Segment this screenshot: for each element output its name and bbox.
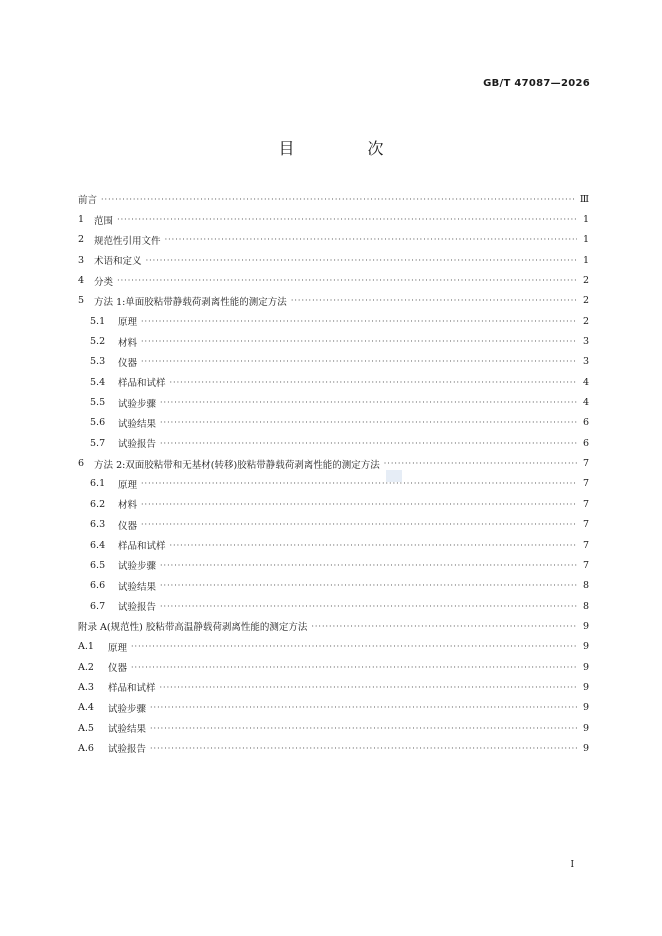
toc-dot-leader [146, 256, 577, 265]
toc-dot-leader [141, 520, 577, 529]
toc-dot-leader [131, 642, 577, 651]
toc-entry[interactable] [78, 291, 589, 311]
toc-entry-page: 7 [582, 498, 589, 510]
toc-entry-number: 6.1 [90, 478, 106, 490]
toc-entry-label: 试验步骤 [108, 703, 147, 715]
toc-dot-leader [311, 622, 577, 631]
toc-entry-number: A.6 [78, 742, 94, 754]
toc-dot-leader [141, 317, 577, 326]
toc-entry-number: A.5 [78, 722, 94, 734]
toc-entry[interactable] [78, 372, 589, 392]
toc-entry-page: 9 [582, 722, 589, 734]
toc-entry-label: 样品和试样 [118, 541, 166, 553]
toc-entry-label: 原理 [118, 317, 138, 329]
toc-entry-number: 2 [78, 234, 85, 246]
toc-entry[interactable] [78, 555, 589, 575]
toc-entry[interactable] [78, 677, 589, 697]
toc-entry-page: 1 [582, 234, 589, 246]
toc-entry-page: 4 [582, 376, 589, 388]
toc-entry[interactable] [78, 433, 589, 453]
toc-entry-label: 原理 [108, 642, 128, 654]
toc-dot-leader [165, 235, 577, 244]
toc-entry-number: 6.6 [90, 580, 106, 592]
toc-entry[interactable] [78, 270, 589, 290]
toc-dot-leader [117, 276, 577, 285]
toc-entry-page: Ⅲ [579, 193, 589, 205]
toc-entry-label: 仪器 [108, 663, 128, 675]
toc-entry-number: 5.4 [90, 376, 106, 388]
toc-entry[interactable] [78, 637, 589, 657]
toc-entry[interactable] [78, 738, 589, 758]
toc-entry-number: 6.4 [90, 539, 106, 551]
toc-entry-page: 9 [582, 681, 589, 693]
toc-entry[interactable] [78, 718, 589, 738]
toc-entry-label: 方法 1:单面胶粘带静载荷剥离性能的测定方法 [94, 296, 287, 308]
toc-dot-leader [160, 581, 577, 590]
toc-dot-leader [384, 459, 577, 468]
toc-entry-number: 5.6 [90, 417, 106, 429]
toc-entry-number: 3 [78, 254, 85, 266]
page-title: 目 次 [278, 139, 418, 158]
toc-dot-leader [150, 724, 577, 733]
toc-entry-label: 试验结果 [108, 724, 147, 736]
toc-entry-label: 样品和试样 [118, 378, 166, 390]
page-number: I [570, 860, 574, 870]
toc-entry[interactable] [78, 250, 589, 270]
toc-entry-label: 材料 [118, 337, 138, 349]
toc-entry-page: 6 [582, 437, 589, 449]
table-of-contents [78, 189, 589, 759]
toc-entry-label: 范围 [94, 215, 114, 227]
toc-entry-number: 5 [78, 295, 85, 307]
toc-entry-label: 分类 [94, 276, 114, 288]
watermark-mark [386, 470, 402, 482]
toc-entry[interactable] [78, 616, 589, 636]
toc-entry-label: 样品和试样 [108, 683, 156, 695]
toc-entry[interactable] [78, 230, 589, 250]
toc-entry-page: 3 [582, 356, 589, 368]
toc-entry-number: 5.7 [90, 437, 106, 449]
toc-dot-leader [170, 378, 577, 387]
toc-entry-page: 7 [582, 478, 589, 490]
toc-dot-leader [141, 357, 577, 366]
toc-dot-leader [150, 703, 577, 712]
toc-dot-leader [141, 337, 577, 346]
toc-dot-leader [160, 561, 577, 570]
toc-entry-page: 2 [582, 315, 589, 327]
toc-entry-label: 试验步骤 [118, 398, 157, 410]
toc-dot-leader [160, 418, 577, 427]
toc-entry[interactable] [78, 698, 589, 718]
toc-entry-page: 2 [582, 295, 589, 307]
toc-entry-number: A.3 [78, 681, 94, 693]
toc-entry-number: 4 [78, 275, 85, 287]
toc-entry-page: 8 [582, 600, 589, 612]
toc-entry-label: 试验报告 [108, 744, 147, 756]
toc-entry[interactable] [78, 474, 589, 494]
toc-dot-leader [117, 215, 577, 224]
toc-entry-label: 材料 [118, 500, 138, 512]
toc-entry[interactable] [78, 189, 589, 209]
toc-dot-leader [141, 500, 577, 509]
toc-entry-page: 9 [582, 661, 589, 673]
toc-entry-page: 9 [582, 702, 589, 714]
toc-entry-page: 6 [582, 417, 589, 429]
toc-entry-page: 9 [582, 742, 589, 754]
toc-entry[interactable] [78, 209, 589, 229]
toc-dot-leader [150, 744, 577, 753]
toc-entry-number: 5.5 [90, 397, 106, 409]
toc-dot-leader [160, 398, 577, 407]
toc-entry-number: 6.2 [90, 498, 106, 510]
toc-entry-label: 附录 A(规范性) 胶粘带高温静载荷剥离性能的测定方法 [78, 622, 308, 634]
toc-entry-number: 5.2 [90, 336, 106, 348]
toc-entry-label: 前言 [78, 195, 98, 207]
toc-entry[interactable] [78, 515, 589, 535]
toc-entry[interactable] [78, 392, 589, 412]
toc-dot-leader [160, 439, 577, 448]
toc-entry-page: 9 [582, 620, 589, 632]
toc-entry-number: 6.5 [90, 559, 106, 571]
toc-entry-label: 试验结果 [118, 418, 157, 430]
toc-entry[interactable] [78, 331, 589, 351]
toc-entry-label: 试验报告 [118, 439, 157, 451]
toc-entry[interactable] [78, 657, 589, 677]
toc-entry-label: 原理 [118, 479, 138, 491]
toc-entry-page: 2 [582, 275, 589, 287]
toc-entry-page: 9 [582, 641, 589, 653]
toc-entry-label: 规范性引用文件 [94, 235, 161, 247]
standard-code: GB/T 47087—2026 [483, 78, 590, 89]
toc-entry-label: 仪器 [118, 520, 138, 532]
toc-entry-label: 试验步骤 [118, 561, 157, 573]
toc-entry[interactable] [78, 453, 589, 473]
toc-entry-number: 5.3 [90, 356, 106, 368]
toc-entry[interactable] [78, 535, 589, 555]
toc-entry-number: A.2 [78, 661, 94, 673]
toc-entry-page: 8 [582, 580, 589, 592]
toc-entry-number: 6 [78, 458, 85, 470]
toc-entry[interactable] [78, 576, 589, 596]
toc-dot-leader [101, 195, 576, 204]
toc-entry-page: 7 [582, 539, 589, 551]
toc-dot-leader [141, 479, 577, 488]
toc-entry-page: 1 [582, 214, 589, 226]
toc-entry-page: 7 [582, 519, 589, 531]
toc-entry[interactable] [78, 596, 589, 616]
toc-entry-number: 6.7 [90, 600, 106, 612]
toc-entry-number: 6.3 [90, 519, 106, 531]
toc-entry-label: 试验报告 [118, 602, 157, 614]
toc-dot-leader [291, 296, 577, 305]
toc-dot-leader [131, 663, 577, 672]
toc-dot-leader [170, 541, 577, 550]
toc-dot-leader [160, 683, 577, 692]
toc-entry-label: 仪器 [118, 357, 138, 369]
toc-dot-leader [160, 602, 577, 611]
toc-entry-label: 方法 2:双面胶粘带和无基材(转移)胶粘带静载荷剥离性能的测定方法 [94, 459, 380, 471]
toc-entry-label: 术语和定义 [94, 256, 142, 268]
toc-entry-page: 7 [582, 458, 589, 470]
toc-entry-page: 3 [582, 336, 589, 348]
toc-entry-page: 1 [582, 254, 589, 266]
toc-entry-page: 7 [582, 559, 589, 571]
toc-entry-number: A.4 [78, 702, 94, 714]
toc-entry[interactable] [78, 413, 589, 433]
toc-entry[interactable] [78, 311, 589, 331]
toc-entry-number: 1 [78, 214, 85, 226]
toc-entry[interactable] [78, 494, 589, 514]
toc-entry[interactable] [78, 352, 589, 372]
toc-entry-label: 试验结果 [118, 581, 157, 593]
toc-entry-number: 5.1 [90, 315, 106, 327]
toc-entry-number: A.1 [78, 641, 94, 653]
toc-entry-page: 4 [582, 397, 589, 409]
